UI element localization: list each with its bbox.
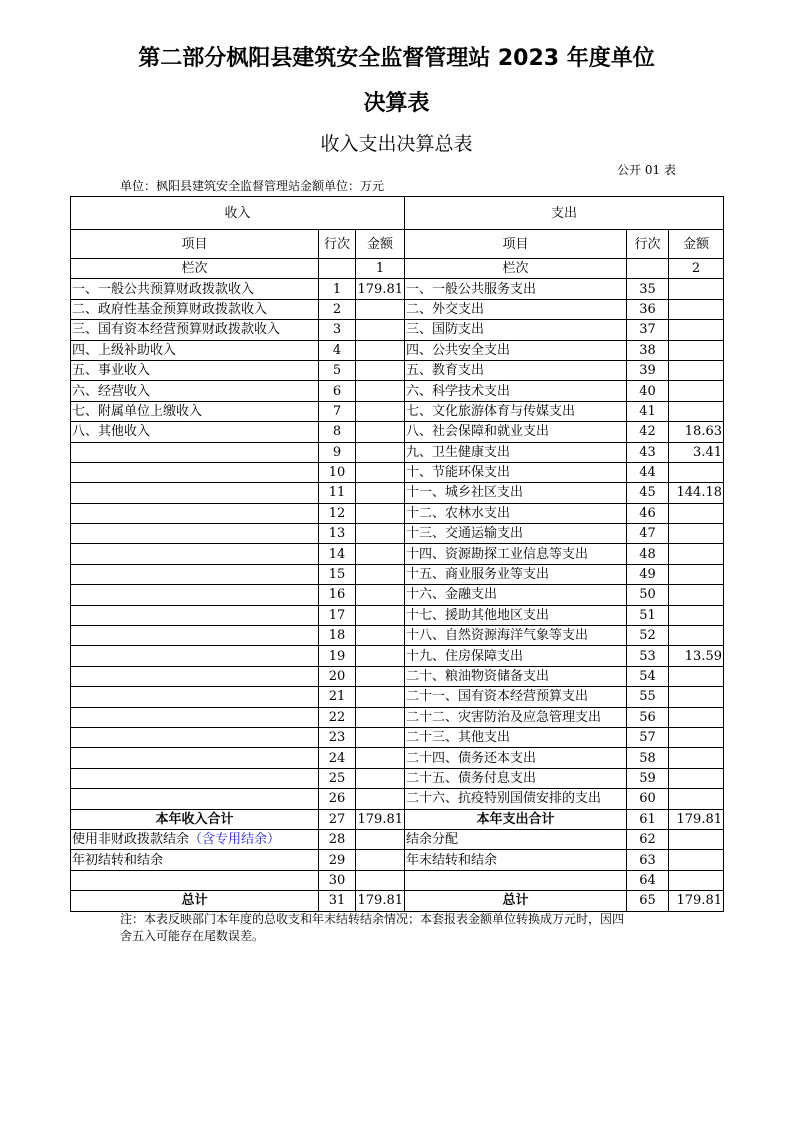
income-item-text: 使用非财政拨款结余 (72, 832, 190, 848)
expense-item: 十二、农林水支出 (405, 503, 627, 523)
expense-amount (669, 605, 724, 625)
expense-amount (669, 564, 724, 584)
expense-line: 41 (627, 401, 669, 421)
expense-item: 十五、商业服务业等支出 (405, 564, 627, 584)
expense-grand-total-label: 总计 (405, 891, 627, 911)
expense-col-number: 2 (669, 259, 724, 279)
income-line: 10 (319, 462, 356, 482)
expense-amount: 18.63 (669, 422, 724, 442)
table-row (71, 626, 724, 646)
income-line: 12 (319, 503, 356, 523)
expense-amount (669, 462, 724, 482)
income-grand-total-label: 总计 (71, 891, 319, 911)
income-item (71, 442, 319, 462)
table-row (71, 524, 724, 544)
income-amount (356, 850, 405, 870)
expense-amount (669, 524, 724, 544)
income-item (71, 768, 319, 788)
expense-line: 48 (627, 544, 669, 564)
income-amount (356, 381, 405, 401)
income-line: 19 (319, 646, 356, 666)
income-line: 4 (319, 340, 356, 360)
expense-item-header: 项目 (405, 230, 627, 259)
table-row (71, 462, 724, 482)
expense-line: 39 (627, 360, 669, 380)
expense-item: 十一、城乡社区支出 (405, 483, 627, 503)
income-grand-total-amount: 179.81 (356, 891, 405, 911)
expense-amount (669, 360, 724, 380)
expense-item: 二十一、国有资本经营预算支出 (405, 687, 627, 707)
expense-year-total-line: 61 (627, 809, 669, 829)
table-row (71, 870, 724, 890)
expense-line: 44 (627, 462, 669, 482)
expense-item: 十六、金融支出 (405, 585, 627, 605)
expense-item: 二十三、其他支出 (405, 727, 627, 747)
expense-item: 五、教育支出 (405, 360, 627, 380)
column-number-row (71, 259, 724, 279)
income-year-total-label: 本年收入合计 (71, 809, 319, 829)
table-row (71, 422, 724, 442)
expense-item: 二十四、债务还本支出 (405, 748, 627, 768)
expense-amount (669, 585, 724, 605)
expense-item: 二十五、债务付息支出 (405, 768, 627, 788)
income-amount (356, 666, 405, 686)
expense-line: 54 (627, 666, 669, 686)
expense-amount (669, 850, 724, 870)
expense-item: 二十六、抗疫特别国债安排的支出 (405, 789, 627, 809)
table-row (71, 381, 724, 401)
expense-line: 63 (627, 850, 669, 870)
footnote-line2: 舍五入可能存在尾数误差。 (120, 929, 265, 943)
table-row (71, 687, 724, 707)
expense-line: 46 (627, 503, 669, 523)
income-item-extra: （含专用结余） (189, 832, 281, 848)
income-line: 6 (319, 381, 356, 401)
expense-line: 57 (627, 727, 669, 747)
income-line: 30 (319, 870, 356, 890)
income-item: 四、上级补助收入 (71, 340, 319, 360)
expense-amount (669, 707, 724, 727)
income-amount (356, 503, 405, 523)
income-amount (356, 687, 405, 707)
expense-amount-header: 金额 (669, 230, 724, 259)
income-line: 21 (319, 687, 356, 707)
income-item (71, 646, 319, 666)
expense-year-total-amount: 179.81 (669, 809, 724, 829)
income-amount (356, 320, 405, 340)
income-item (71, 727, 319, 747)
income-amount (356, 626, 405, 646)
budget-summary-table (70, 196, 724, 912)
income-item (71, 605, 319, 625)
expense-amount (669, 727, 724, 747)
table-row (71, 401, 724, 421)
income-line: 1 (319, 279, 356, 299)
footnote-line1: 注：本表反映部门本年度的总收支和年末结转结余情况；本套报表金额单位转换成万元时，因四 (120, 912, 625, 926)
income-amount (356, 360, 405, 380)
income-amount (356, 585, 405, 605)
income-line: 13 (319, 524, 356, 544)
expense-item: 八、社会保障和就业支出 (405, 422, 627, 442)
table-row (71, 727, 724, 747)
income-line: 26 (319, 789, 356, 809)
income-col-label: 栏次 (71, 259, 319, 279)
income-item: 六、经营收入 (71, 381, 319, 401)
income-amount (356, 707, 405, 727)
expense-line: 53 (627, 646, 669, 666)
income-line: 5 (319, 360, 356, 380)
income-amount (356, 564, 405, 584)
table-row (71, 748, 724, 768)
income-item-header: 项目 (71, 230, 319, 259)
income-year-total-line: 27 (319, 809, 356, 829)
expense-line: 43 (627, 442, 669, 462)
expense-line: 37 (627, 320, 669, 340)
expense-amount (669, 381, 724, 401)
table-row (71, 564, 724, 584)
expense-amount (669, 666, 724, 686)
table-row (71, 585, 724, 605)
expense-item: 结余分配 (405, 829, 627, 849)
income-amount (356, 727, 405, 747)
income-line: 22 (319, 707, 356, 727)
expense-amount (669, 748, 724, 768)
income-amount (356, 768, 405, 788)
expense-amount: 13.59 (669, 646, 724, 666)
expense-amount (669, 279, 724, 299)
income-item (71, 666, 319, 686)
income-line: 2 (319, 299, 356, 319)
expense-line: 36 (627, 299, 669, 319)
expense-amount (669, 340, 724, 360)
table-title: 收入支出决算总表 (320, 133, 473, 155)
table-row (71, 666, 724, 686)
expense-amount: 144.18 (669, 483, 724, 503)
table-row (71, 442, 724, 462)
expense-item: 一、一般公共服务支出 (405, 279, 627, 299)
expense-line: 55 (627, 687, 669, 707)
income-line: 23 (319, 727, 356, 747)
income-item (71, 687, 319, 707)
income-item (71, 789, 319, 809)
table-row (71, 605, 724, 625)
table-number: 公开 01 表 (617, 163, 676, 177)
expense-amount (669, 870, 724, 890)
income-item (71, 503, 319, 523)
header-row-sections (71, 197, 724, 230)
year-total-row (71, 809, 724, 829)
income-line: 28 (319, 829, 356, 849)
income-header: 收入 (71, 197, 405, 230)
expense-amount (669, 829, 724, 849)
income-col-number: 1 (356, 259, 405, 279)
table-row (71, 707, 724, 727)
expense-item: 九、卫生健康支出 (405, 442, 627, 462)
expense-item: 十四、资源勘探工业信息等支出 (405, 544, 627, 564)
income-amount (356, 829, 405, 849)
expense-line: 58 (627, 748, 669, 768)
income-line: 18 (319, 626, 356, 646)
income-amount (356, 544, 405, 564)
income-amount: 179.81 (356, 279, 405, 299)
expense-item: 二、外交支出 (405, 299, 627, 319)
expense-header: 支出 (405, 197, 724, 230)
income-item (71, 748, 319, 768)
income-amount (356, 299, 405, 319)
income-amount (356, 646, 405, 666)
expense-item: 四、公共安全支出 (405, 340, 627, 360)
income-item: 二、政府性基金预算财政拨款收入 (71, 299, 319, 319)
expense-item: 六、科学技术支出 (405, 381, 627, 401)
expense-amount (669, 320, 724, 340)
income-amount (356, 789, 405, 809)
table-row (71, 768, 724, 788)
expense-line: 64 (627, 870, 669, 890)
expense-line: 60 (627, 789, 669, 809)
income-amount (356, 870, 405, 890)
page-title-line2: 决算表 (363, 91, 430, 116)
expense-item: 二十二、灾害防治及应急管理支出 (405, 707, 627, 727)
expense-amount (669, 626, 724, 646)
expense-item: 三、国防支出 (405, 320, 627, 340)
expense-grand-total-amount: 179.81 (669, 891, 724, 911)
income-item (71, 462, 319, 482)
income-amount (356, 442, 405, 462)
income-line: 15 (319, 564, 356, 584)
expense-amount (669, 401, 724, 421)
income-year-total-amount: 179.81 (356, 809, 405, 829)
income-item: 五、事业收入 (71, 360, 319, 380)
unit-line: 单位：枫阳县建筑安全监督管理站金额单位：万元 (120, 179, 385, 193)
income-item: 一、一般公共预算财政拨款收入 (71, 279, 319, 299)
income-line: 3 (319, 320, 356, 340)
income-line: 20 (319, 666, 356, 686)
income-amount (356, 401, 405, 421)
table-row (71, 340, 724, 360)
income-line: 24 (319, 748, 356, 768)
expense-item: 七、文化旅游体育与传媒支出 (405, 401, 627, 421)
income-amount (356, 748, 405, 768)
expense-grand-total-line: 65 (627, 891, 669, 911)
income-grand-total-line: 31 (319, 891, 356, 911)
expense-amount (669, 503, 724, 523)
expense-amount (669, 299, 724, 319)
expense-year-total-label: 本年支出合计 (405, 809, 627, 829)
income-line: 17 (319, 605, 356, 625)
table-row (71, 850, 724, 870)
expense-line: 49 (627, 564, 669, 584)
table-row (71, 299, 724, 319)
income-line: 7 (319, 401, 356, 421)
income-item (71, 870, 319, 890)
income-amount (356, 340, 405, 360)
income-amount-header: 金额 (356, 230, 405, 259)
income-col-line-blank (319, 259, 356, 279)
table-row (71, 320, 724, 340)
income-item (71, 585, 319, 605)
expense-line: 40 (627, 381, 669, 401)
income-amount (356, 605, 405, 625)
expense-item: 十三、交通运输支出 (405, 524, 627, 544)
header-row-columns (71, 230, 724, 259)
expense-amount (669, 544, 724, 564)
expense-line: 47 (627, 524, 669, 544)
expense-amount (669, 687, 724, 707)
income-line: 29 (319, 850, 356, 870)
income-line: 25 (319, 768, 356, 788)
income-item (71, 524, 319, 544)
expense-line: 45 (627, 483, 669, 503)
income-item (71, 707, 319, 727)
table-row (71, 829, 724, 849)
page-title-line1: 第二部分枫阳县建筑安全监督管理站 2023 年度单位 (138, 46, 655, 71)
expense-col-line-blank (627, 259, 669, 279)
income-item (71, 483, 319, 503)
table-row (71, 279, 724, 299)
income-item (71, 564, 319, 584)
expense-line: 56 (627, 707, 669, 727)
income-amount (356, 483, 405, 503)
footnote (120, 911, 680, 945)
expense-line: 52 (627, 626, 669, 646)
expense-line: 38 (627, 340, 669, 360)
expense-line: 35 (627, 279, 669, 299)
table-row (71, 544, 724, 564)
expense-line: 51 (627, 605, 669, 625)
expense-item: 十八、自然资源海洋气象等支出 (405, 626, 627, 646)
expense-amount (669, 768, 724, 788)
income-amount (356, 422, 405, 442)
table-row (71, 360, 724, 380)
expense-line: 59 (627, 768, 669, 788)
income-amount (356, 524, 405, 544)
income-line-header: 行次 (319, 230, 356, 259)
income-line: 8 (319, 422, 356, 442)
income-line: 16 (319, 585, 356, 605)
expense-amount: 3.41 (669, 442, 724, 462)
expense-line: 62 (627, 829, 669, 849)
income-item (71, 829, 319, 849)
income-item: 七、附属单位上缴收入 (71, 401, 319, 421)
income-line: 11 (319, 483, 356, 503)
income-item: 三、国有资本经营预算财政拨款收入 (71, 320, 319, 340)
expense-item: 十、节能环保支出 (405, 462, 627, 482)
grand-total-row (71, 891, 724, 911)
income-line: 9 (319, 442, 356, 462)
income-amount (356, 462, 405, 482)
expense-item (405, 870, 627, 890)
income-item: 年初结转和结余 (71, 850, 319, 870)
expense-item: 年末结转和结余 (405, 850, 627, 870)
expense-line: 50 (627, 585, 669, 605)
income-line: 14 (319, 544, 356, 564)
table-row (71, 503, 724, 523)
income-item (71, 626, 319, 646)
table-row (71, 483, 724, 503)
income-item (71, 544, 319, 564)
expense-item: 二十、粮油物资储备支出 (405, 666, 627, 686)
expense-line-header: 行次 (627, 230, 669, 259)
expense-item: 十九、住房保障支出 (405, 646, 627, 666)
income-item: 八、其他收入 (71, 422, 319, 442)
table-row (71, 789, 724, 809)
expense-col-label: 栏次 (405, 259, 627, 279)
table-row (71, 646, 724, 666)
expense-amount (669, 789, 724, 809)
expense-item: 十七、援助其他地区支出 (405, 605, 627, 625)
expense-line: 42 (627, 422, 669, 442)
